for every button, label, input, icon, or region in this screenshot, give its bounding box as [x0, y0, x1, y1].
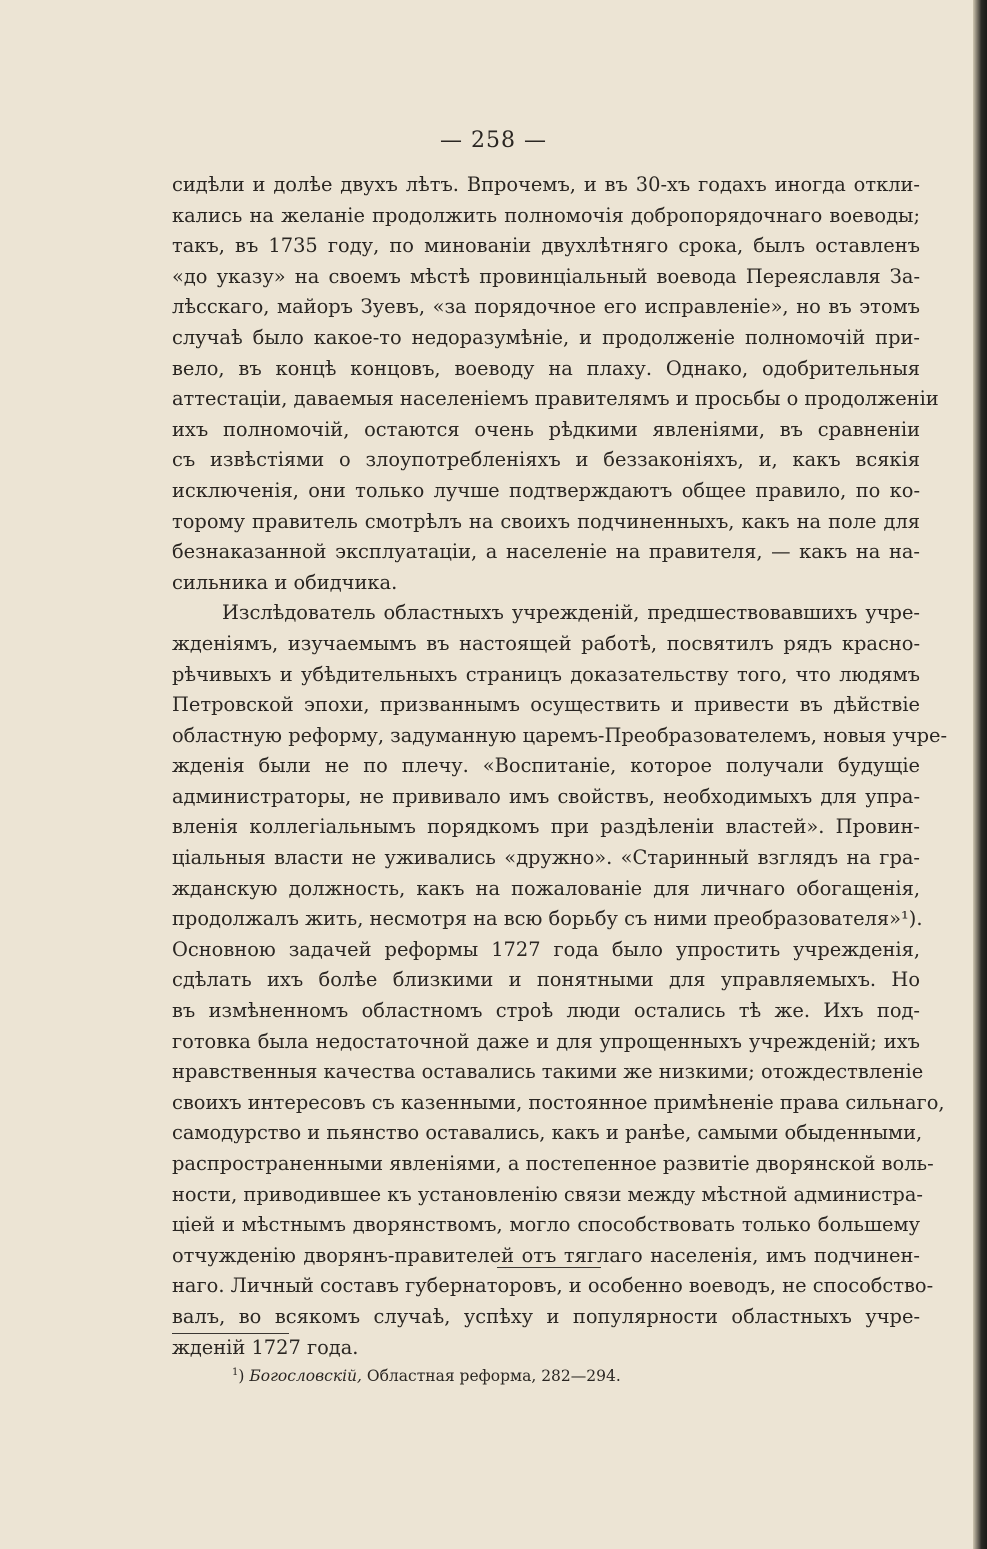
- text-line: съ извѣстіями о злоупотребленіяхъ и беззаконіяхъ, и, какъ всякія: [172, 448, 920, 472]
- text-line: сдѣлать ихъ болѣе близкими и понятными для управляемыхъ. Но: [172, 968, 920, 992]
- text-line: валъ, во всякомъ случаѣ, успѣху и популярности областныхъ учре-: [172, 1304, 920, 1328]
- text-line: своихъ интересовъ съ казенными, постоянное примѣненіе права сильнаго,: [172, 1090, 945, 1114]
- text-line: сильника и обидчика.: [172, 570, 398, 594]
- text-line: сидѣли и долѣе двухъ лѣтъ. Впрочемъ, и въ 30-хъ годахъ иногда откли-: [172, 173, 920, 196]
- text-line: торому правитель смотрѣлъ на своихъ подчиненныхъ, какъ на поле для: [172, 509, 920, 533]
- text-line: нравственныя качества оставались такими же низкими; отождествленіе: [172, 1060, 924, 1084]
- text-line: областную реформу, задуманную царемъ-Преобразователемъ, новыя учре-: [172, 723, 948, 747]
- text-line: «до указу» на своемъ мѣстѣ провинціальный воевода Переяславля За-: [172, 264, 920, 288]
- text-line: Изслѣдователь областныхъ учрежденій, предшествовавшихъ учре-: [222, 601, 920, 625]
- text-line: ціей и мѣстнымъ дворянствомъ, могло способствовать только большему: [172, 1213, 920, 1237]
- footnote-author: Богословскій,: [249, 1367, 362, 1386]
- body-text: [172, 170, 948, 1363]
- page-number: — 258 —: [440, 128, 547, 153]
- text-line: кались на желаніе продолжить полномочія добропорядочнаго воеводы;: [172, 203, 920, 227]
- footnote-text: Областная реформа, 282—294.: [361, 1367, 621, 1386]
- text-line: рѣчивыхъ и убѣдительныхъ страницъ доказательству того, что людямъ: [172, 662, 920, 686]
- footnote-rule: [172, 1333, 289, 1334]
- footnote-marker: 1: [232, 1367, 239, 1378]
- text-line: наго. Личный составъ губернаторовъ, и особенно воеводъ, не способство-: [172, 1274, 934, 1298]
- text-line: Петровской эпохи, призваннымъ осуществить и привести въ дѣйствіе: [172, 693, 920, 717]
- text-line: жденіямъ, изучаемымъ въ настоящей работѣ, посвятилъ рядъ красно-: [172, 631, 920, 655]
- text-line: жденія были не по плечу. «Воспитаніе, которое получали будущіе: [172, 754, 920, 778]
- text-line: ности, приводившее къ установленію связи между мѣстной администра-: [172, 1182, 923, 1206]
- text-line: жденій 1727 года.: [172, 1335, 359, 1359]
- text-line: продолжалъ жить, несмотря на всю борьбу съ ними преобразователя»¹).: [172, 907, 923, 931]
- text-line: самодурство и пьянство оставались, какъ и ранѣе, самыми обыденными,: [172, 1121, 923, 1145]
- text-line: безнаказанной эксплуатаціи, а населеніе на правителя, — какъ на на-: [172, 540, 920, 564]
- text-line: случаѣ было какое-то недоразумѣніе, и продолженіе полномочій при-: [172, 325, 920, 349]
- text-line: администраторы, не прививало имъ свойствъ, необходимыхъ для упра-: [172, 784, 920, 808]
- text-line: вело, въ концѣ концовъ, воеводу на плаху. Однако, одобрительныя: [172, 356, 920, 380]
- text-line: исключенія, они только лучше подтверждаютъ общее правило, по ко-: [172, 478, 920, 502]
- paragraph-1: [172, 170, 939, 598]
- text-line: аттестаціи, даваемыя населеніемъ правителямъ и просьбы о продолженіи: [172, 387, 939, 411]
- paragraph-2: [172, 598, 948, 1363]
- footnote: $^1$) Богословскій, Областная реформа, 282—294.: [232, 1367, 621, 1386]
- text-line: вленія коллегіальнымъ порядкомъ при раздѣленіи властей». Провин-: [172, 815, 920, 839]
- text-line: Основною задачей реформы 1727 года было упростить учрежденія,: [172, 937, 920, 961]
- page-edge: [973, 0, 987, 1549]
- text-line: ихъ полномочій, остаются очень рѣдкими явленіями, въ сравненіи: [172, 417, 920, 441]
- text-line: жданскую должность, какъ на пожалованіе для личнаго обогащенія,: [172, 876, 920, 900]
- text-line: ціальныя власти не уживались «дружно». «Старинный взглядъ на гра-: [172, 846, 920, 870]
- text-line: лѣсскаго, майоръ Зуевъ, «за порядочное его исправленіе», но въ этомъ: [172, 295, 920, 319]
- section-separator: [497, 1267, 601, 1268]
- text-line: распространенными явленіями, а постепенное развитіе дворянской воль-: [172, 1152, 934, 1175]
- text-line: въ измѣненномъ областномъ строѣ люди остались тѣ же. Ихъ под-: [172, 999, 920, 1023]
- text-line: такъ, въ 1735 году, по минованіи двухлѣтняго срока, былъ оставленъ: [172, 234, 920, 258]
- text-line: отчужденію дворянъ-правителей отъ тяглаго населенія, имъ подчинен-: [172, 1243, 920, 1267]
- text-line: готовка была недостаточной даже и для упрощенныхъ учрежденій; ихъ: [172, 1029, 920, 1053]
